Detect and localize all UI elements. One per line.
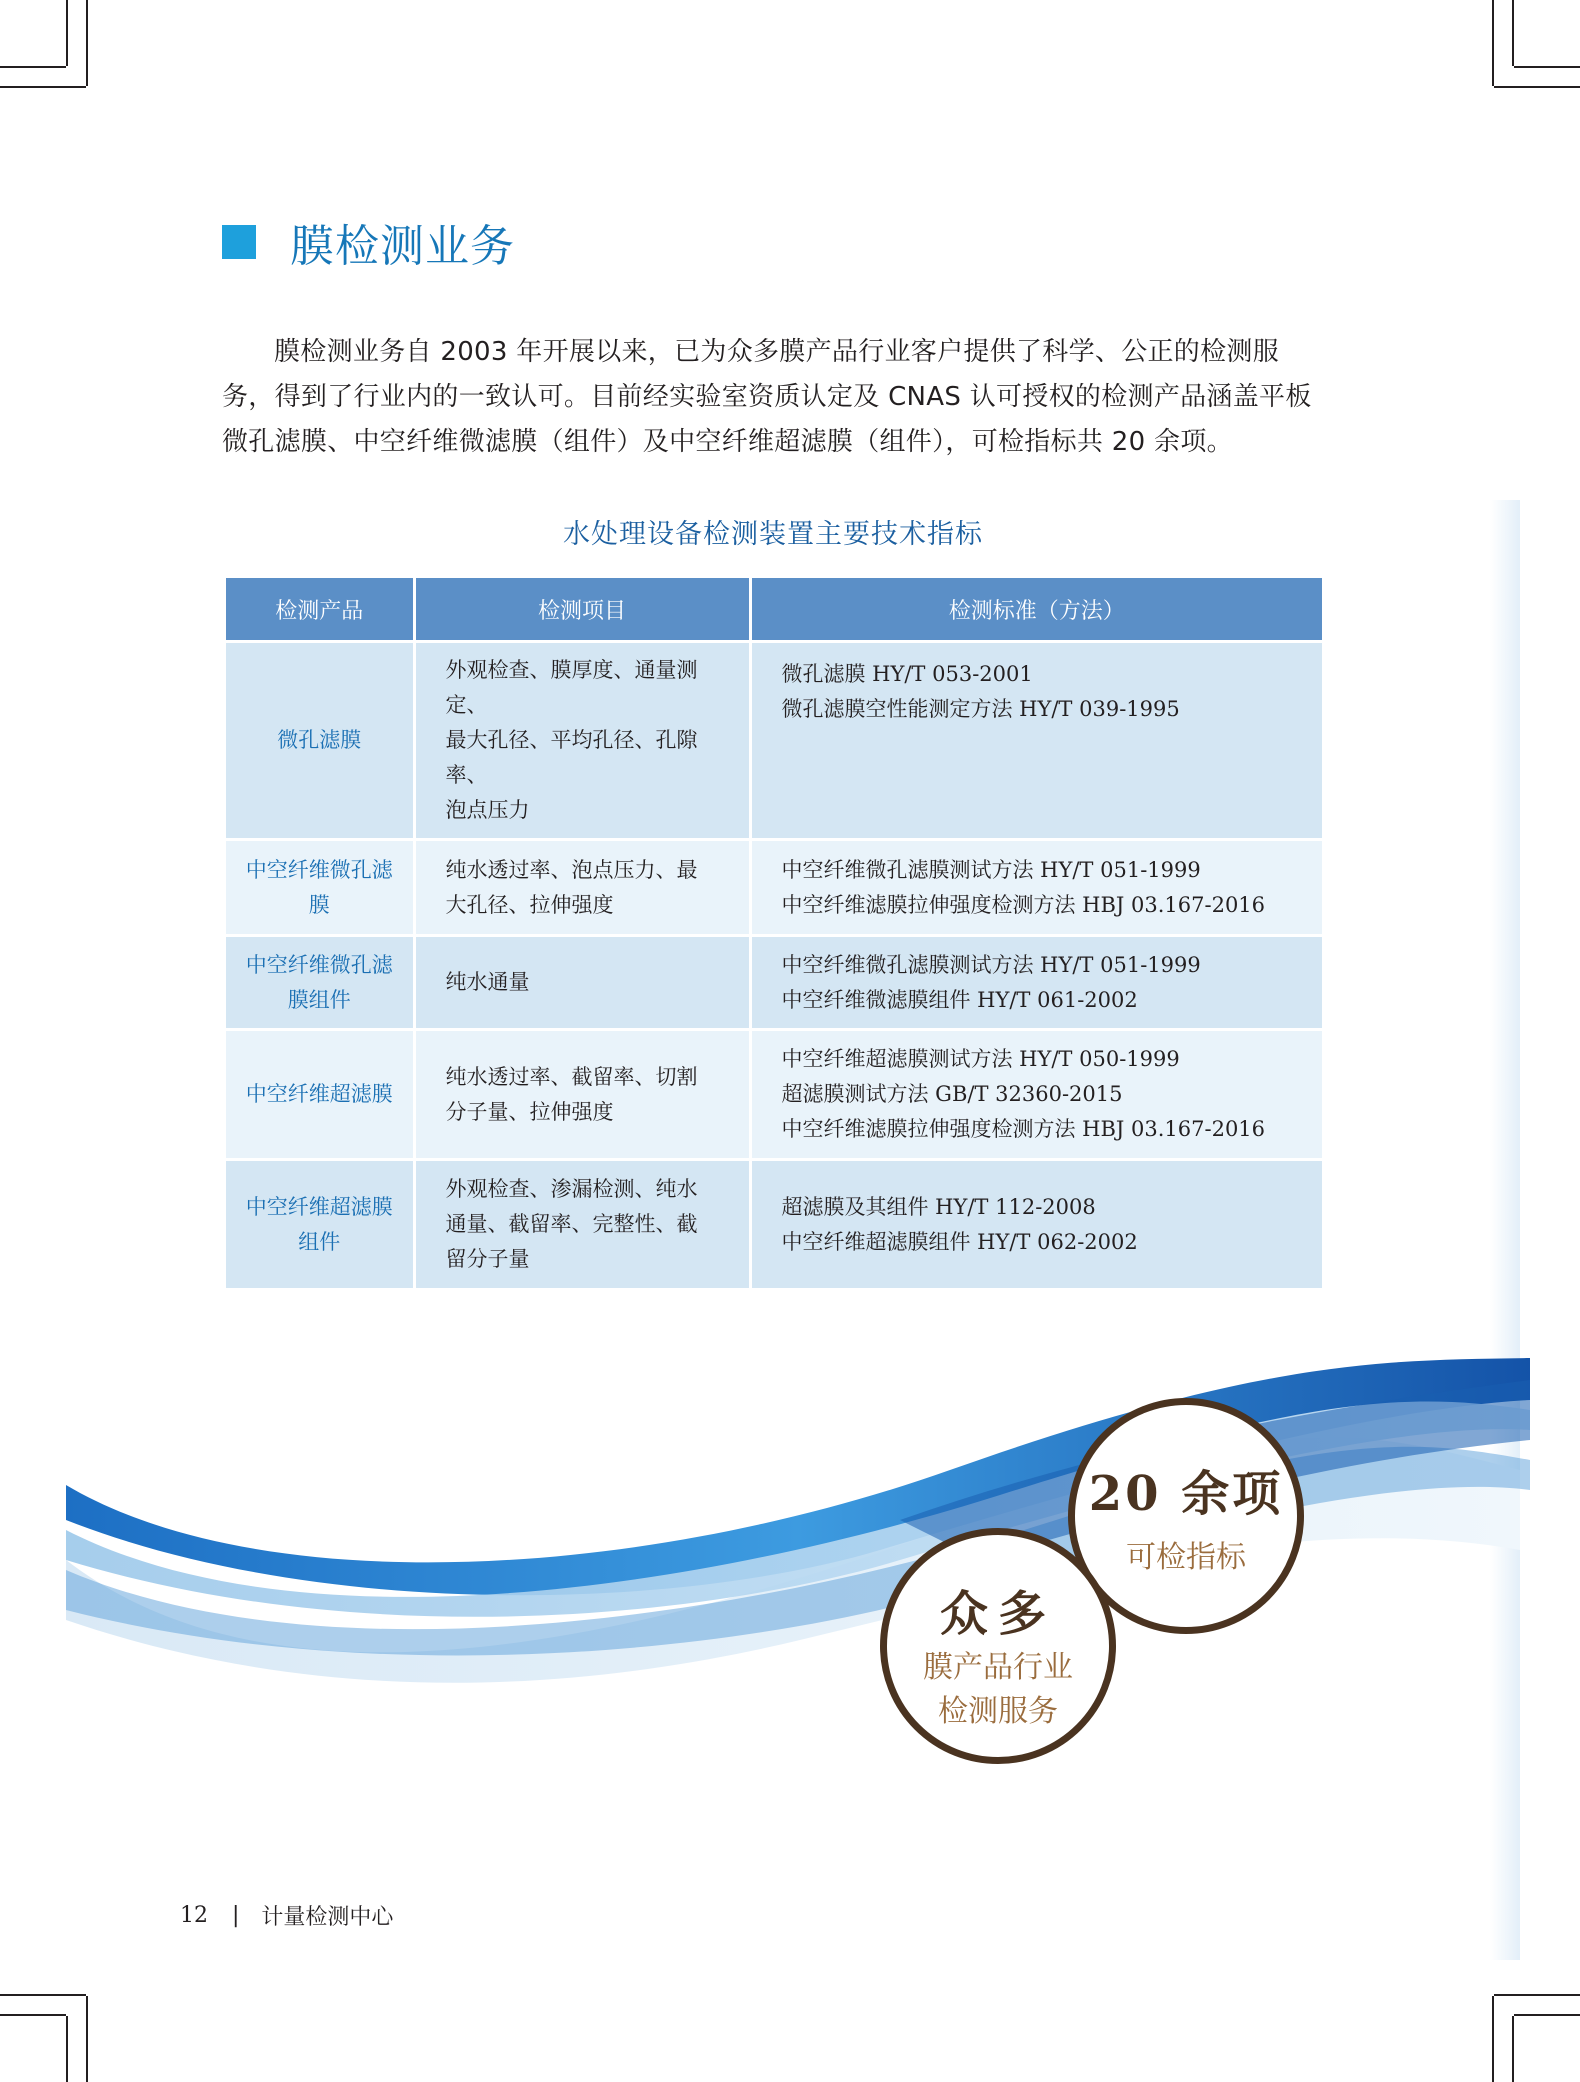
cell-items	[414, 936, 750, 1030]
section-title: 膜检测业务	[290, 221, 515, 272]
crop-mark-bl-h	[0, 1994, 86, 1996]
badge-count-number: 20 余项	[1088, 1466, 1284, 1522]
standard-line: 中空纤维超滤膜测试方法 HY/T 050-1999	[781, 1047, 1180, 1071]
standard-line: 中空纤维滤膜拉伸强度检测方法 HBJ 03.167-2016	[781, 1117, 1266, 1141]
header-items: 检测项目	[414, 578, 750, 642]
item-line: 纯水透过率、截留率、切割	[445, 1064, 698, 1089]
intro-paragraph	[222, 330, 1330, 465]
crop-mark-tl-h2	[0, 66, 66, 68]
badge-industry-service	[880, 1528, 1116, 1764]
table-row	[226, 1030, 1322, 1160]
item-line: 通量、截留率、完整性、截	[445, 1212, 698, 1236]
standard-line: 中空纤维滤膜拉伸强度检测方法 HBJ 03.167-2016	[781, 892, 1266, 917]
intro-text: 膜检测业务自 2003 年开展以来，已为众多膜产品行业客户提供了科学、公正的检测服务，得到了行业内的一致认可。目前经实验室资质认定及 CNAS 认可授权的检测产品涵盖平板微孔滤膜、中空纤维微滤膜（组件）及中空纤维超滤膜（组件），可检指标共 20 余项。	[222, 337, 1312, 457]
table-header-row	[226, 578, 1322, 642]
cell-standards	[750, 936, 1322, 1030]
crop-mark-br-v	[1492, 1996, 1494, 2082]
page-edge-shade	[1490, 500, 1520, 1960]
item-line: 外观检查、渗漏检测、纯水	[445, 1177, 698, 1201]
standard-line: 中空纤维超滤膜组件 HY/T 062-2002	[781, 1229, 1138, 1254]
cell-product: 中空纤维超滤膜组件	[226, 1160, 414, 1290]
cell-items	[414, 1030, 750, 1160]
crop-mark-tr-v	[1492, 0, 1494, 86]
standard-line: 中空纤维微孔滤膜测试方法 HY/T 051-1999	[781, 952, 1201, 977]
blue-wave-graphic	[0, 1320, 1580, 1740]
page-footer	[180, 1900, 393, 1931]
cell-product: 中空纤维微孔滤膜组件	[226, 936, 414, 1030]
standard-line: 微孔滤膜空性能测定方法 HY/T 039-1995	[781, 697, 1180, 721]
standard-line: 中空纤维微孔滤膜测试方法 HY/T 051-1999	[781, 857, 1201, 882]
cell-items	[414, 642, 750, 840]
cell-standards	[750, 1030, 1322, 1160]
cell-standards	[750, 1160, 1322, 1290]
item-line: 泡点压力	[445, 798, 530, 822]
table-row	[226, 642, 1322, 840]
crop-mark-br-h2	[1514, 2014, 1580, 2016]
badge-service-line1: 膜产品行业	[923, 1650, 1073, 1685]
crop-mark-bl-v	[86, 1996, 88, 2082]
crop-mark-bl-h2	[0, 2014, 66, 2016]
section-header	[222, 212, 515, 272]
standard-line: 中空纤维微滤膜组件 HY/T 061-2002	[781, 987, 1138, 1012]
standard-line: 微孔滤膜 HY/T 053-2001	[781, 662, 1033, 686]
cell-product: 微孔滤膜	[226, 642, 414, 840]
badge-service-line2: 检测服务	[938, 1694, 1058, 1729]
crop-mark-tl-h	[0, 86, 86, 88]
item-line: 纯水透过率、泡点压力、最	[445, 857, 698, 882]
crop-mark-tr-v2	[1512, 0, 1514, 66]
crop-mark-br-h	[1494, 1994, 1580, 1996]
crop-mark-tr-h	[1494, 86, 1580, 88]
badge-service-heading: 众多	[939, 1586, 1056, 1642]
table-row	[226, 840, 1322, 936]
cell-standards	[750, 840, 1322, 936]
badge-count-label: 可检指标	[1126, 1540, 1246, 1575]
crop-mark-tl-v2	[66, 0, 68, 66]
item-line: 分子量、拉伸强度	[445, 1099, 614, 1124]
crop-mark-bl-v2	[66, 2016, 68, 2082]
table-title: 水处理设备检测装置主要技术指标	[563, 519, 983, 550]
item-line: 留分子量	[445, 1247, 530, 1271]
crop-mark-br-v2	[1512, 2016, 1514, 2082]
cell-product: 中空纤维微孔滤膜	[226, 840, 414, 936]
header-product: 检测产品	[226, 578, 414, 642]
item-line: 外观检查、膜厚度、通量测定、	[445, 658, 698, 717]
page-number: 12	[180, 1903, 208, 1928]
footer-label: 计量检测中心	[261, 1905, 394, 1930]
section-square-icon	[222, 225, 256, 259]
table-row	[226, 1160, 1322, 1290]
item-line: 纯水通量	[445, 970, 530, 994]
header-standards: 检测标准（方法）	[750, 578, 1322, 642]
cell-items	[414, 840, 750, 936]
spec-table	[226, 578, 1322, 1291]
standard-line: 超滤膜测试方法 GB/T 32360-2015	[781, 1082, 1123, 1106]
crop-mark-tl-v	[86, 0, 88, 86]
footer-separator: |	[232, 1903, 240, 1928]
item-line: 最大孔径、平均孔径、孔隙率、	[445, 728, 698, 787]
cell-standards	[750, 642, 1322, 840]
table-row	[226, 936, 1322, 1030]
item-line: 大孔径、拉伸强度	[445, 892, 614, 917]
cell-items	[414, 1160, 750, 1290]
crop-mark-tr-h2	[1514, 66, 1580, 68]
standard-line: 超滤膜及其组件 HY/T 112-2008	[781, 1194, 1096, 1219]
cell-product: 中空纤维超滤膜	[226, 1030, 414, 1160]
